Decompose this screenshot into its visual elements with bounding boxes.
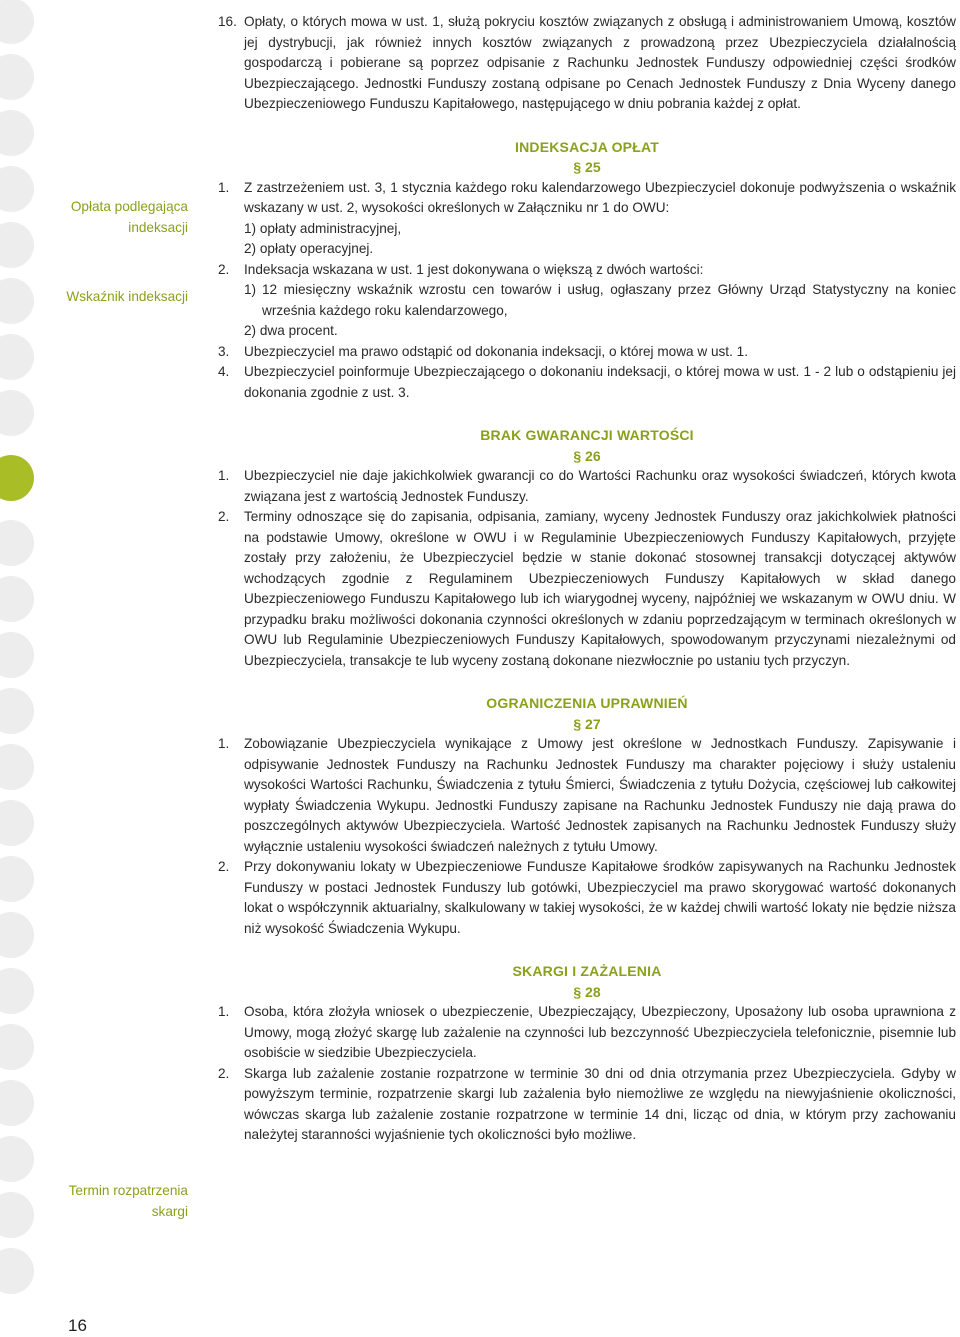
- list-item: [218, 507, 956, 671]
- sub-item: 2) dwa procent.: [244, 323, 338, 338]
- item-text: Przy dokonywaniu lokaty w Ubezpieczeniowe Fundusze Kapitałowe środków zapisywanych na Rachunku Jednostek Funduszy w postaci Jednostek Funduszy lub gotówki, Ubezpieczyciel ma prawo skorygować wartość dokonanych lokat o współczynnik aktuarialny, skalkulowany w takiej wysokości, że w każdej chwili wartość lokaty nie będzie niższa niż wysokość Świadczenia Wykupu.: [244, 859, 956, 936]
- item-number: 1.: [218, 1004, 230, 1019]
- item-text: Opłaty, o których mowa w ust. 1, służą pokryciu kosztów związanych z obsługą i administrowaniem Umową, kosztów jej dystrybucji, jak również innych kosztów związanych z prowadzoną przez Ubezpieczyciela działalnością gospodarczą i pobierane są poprzez odpisanie z Rachunku Jednostek Funduszy odpowiedniej części środków Ubezpieczającego. Jednostki Funduszy zostaną odpisane po Cenach Jednostek Funduszy z Dnia Wyceny danego Ubezpieczeniowego Funduszu Kapitałowego, następującego w dniu pobrania każdej z opłat.: [244, 14, 956, 111]
- list-item: [218, 1002, 956, 1064]
- decorative-dot-strip: [0, 0, 40, 1336]
- decorative-dot: [0, 576, 34, 622]
- decorative-dot: [0, 222, 34, 268]
- decorative-dot: [0, 1136, 34, 1182]
- sub-item-number: 1): [244, 282, 257, 297]
- decorative-dot: [0, 632, 34, 678]
- list-item: [218, 734, 956, 857]
- item-number: 4.: [218, 364, 230, 379]
- margin-note-line: Wskaźnik indeksacji: [66, 289, 188, 304]
- decorative-dot: [0, 110, 34, 156]
- list-item: [218, 857, 956, 939]
- margin-note-wskaznik: [66, 286, 188, 307]
- sub-item: [218, 280, 956, 321]
- item-number: 16.: [218, 14, 237, 29]
- list-item: [218, 1064, 956, 1146]
- decorative-dot: [0, 856, 34, 902]
- item-text: Skarga lub zażalenie zostanie rozpatrzone w terminie 30 dni od dnia otrzymania przez Ubezpieczyciela. Gdyby w powyższym terminie, rozpatrzenie skargi lub zażalenia było niemożliwe ze względu na niewyjaśnienie okoliczności, wówczas skarga lub zażalenie zostanie rozpatrzone w terminie 14 dni, licząc od dnia, w którym przy zachowaniu należytej staranności wyjaśnienie tych okoliczności było możliwe.: [244, 1065, 956, 1142]
- item-text: Indeksacja wskazana w ust. 1 jest dokonywana o większą z dwóch wartości:: [244, 261, 704, 277]
- sub-item: 2) opłaty operacyjnej.: [244, 241, 374, 256]
- item-text: Ubezpieczyciel poinformuje Ubezpieczającego o dokonaniu indeksacji, o której mowa w ust. 1 - 2 lub o odstąpieniu jej dokonania zgodnie z ust. 3.: [244, 364, 956, 400]
- section-heading: OGRANICZENIA UPRAWNIEŃ: [486, 695, 688, 711]
- item-text: Ubezpieczyciel nie daje jakichkolwiek gwarancji co do Wartości Rachunku oraz wysokości świadczeń, których kwota związana jest z wartością Jednostek Funduszy.: [244, 468, 956, 504]
- list-item: [218, 466, 956, 507]
- item-text: Terminy odnoszące się do zapisania, odpisania, zamiany, wyceny Jednostek Funduszy oraz jakichkolwiek płatności na podstawie Umowy, określone w OWU i w Regulaminie Ubezpieczeniowych Funduszy Kapitałowych, przyjęte zostały przy założeniu, że Ubezpieczyciel będzie w stanie dokonać stosownej transakcji dotyczącej aktywów wchodzących zgodnie z Regulaminem Ubezpieczeniowych Funduszy Kapitałowych w skład danego Ubezpieczeniowego Funduszu Kapitałowego lub ich wiarygodnej wyceny, najpóźniej we wskazanym w OWU dniu. W przypadku braku możliwości dokonania czynności określonych w zdaniu poprzedzającym w terminach określonych w OWU lub Regulaminie Ubezpieczeniowych Funduszy Kapitałowych, spowodowanym przyczynami niezależnymi od Ubezpieczyciela, transakcje te lub wyceny zostaną dokonane niezwłocznie po ustaniu tych przyczyn.: [244, 509, 956, 668]
- list-item: [218, 362, 956, 403]
- document-body: [218, 12, 956, 1146]
- decorative-dot: [0, 912, 34, 958]
- decorative-dot: [0, 334, 34, 380]
- page-number: 16: [68, 1316, 87, 1335]
- decorative-dot: [0, 1024, 34, 1070]
- list-item: [218, 342, 956, 363]
- item-number: 2.: [218, 261, 230, 277]
- decorative-dot: [0, 1248, 34, 1294]
- section-heading: SKARGI I ZAŻALENIA: [512, 963, 662, 979]
- item-number: 2.: [218, 1065, 230, 1081]
- margin-note-termin: [69, 1180, 188, 1222]
- item-number: 2.: [218, 859, 230, 874]
- item-text: Ubezpieczyciel ma prawo odstąpić od dokonania indeksacji, o której mowa w ust. 1.: [244, 343, 748, 359]
- item-text: Z zastrzeżeniem ust. 3, 1 stycznia każdego roku kalendarzowego Ubezpieczyciel dokonuje podwyższenia o wskaźnik wskazany w ust. 2, wysokości określonych w Załączniku nr 1 do OWU:: [244, 179, 956, 215]
- item-number: 2.: [218, 509, 230, 524]
- decorative-dot-accent: [0, 455, 34, 501]
- margin-note-oplata: [71, 196, 188, 238]
- decorative-dot: [0, 166, 34, 212]
- margin-note-line: skargi: [151, 1204, 188, 1219]
- item-number: 1.: [218, 179, 230, 195]
- section-heading: BRAK GWARANCJI WARTOŚCI: [480, 427, 694, 443]
- item-number: 1.: [218, 468, 230, 483]
- decorative-dot: [0, 1192, 34, 1238]
- decorative-dot: [0, 1080, 34, 1126]
- paragraph-number: § 25: [573, 159, 601, 175]
- list-item: [218, 178, 956, 219]
- margin-note-line: Opłata podlegająca: [70, 199, 188, 214]
- decorative-dot: [0, 688, 34, 734]
- item-number: 1.: [218, 736, 230, 751]
- paragraph-number: § 27: [573, 715, 601, 732]
- decorative-dot: [0, 390, 34, 436]
- decorative-dot: [0, 968, 34, 1014]
- margin-note-line: Termin rozpatrzenia: [68, 1183, 188, 1198]
- sub-item-text: 12 miesięczny wskaźnik wzrostu cen towarów i usług, ogłaszany przez Główny Urząd Statystyczny na koniec września każdego roku kalendarzowego,: [262, 282, 956, 318]
- list-item: [218, 260, 956, 281]
- intro-item: [218, 12, 956, 115]
- section-heading: INDEKSACJA OPŁAT: [515, 138, 659, 155]
- decorative-dot: [0, 520, 34, 566]
- decorative-dot: [0, 0, 34, 44]
- paragraph-number: § 28: [573, 983, 601, 1000]
- decorative-dot: [0, 744, 34, 790]
- item-text: Osoba, która złożyła wniosek o ubezpieczenie, Ubezpieczający, Ubezpieczony, Uposażony lub osoba uprawniona z Umowy, mogą złożyć skargę lub zażalenie na czynności lub bezczynność Ubezpieczyciela telefonicznie, pisemnie lub osobiście w siedzibie Ubezpieczyciela.: [244, 1004, 956, 1060]
- sub-item: 1) opłaty administracyjnej,: [244, 220, 402, 236]
- item-number: 3.: [218, 343, 230, 359]
- decorative-dot: [0, 278, 34, 324]
- margin-note-line: indeksacji: [128, 220, 188, 235]
- paragraph-number: § 26: [573, 447, 601, 464]
- decorative-dot: [0, 54, 34, 100]
- decorative-dot: [0, 800, 34, 846]
- item-text: Zobowiązanie Ubezpieczyciela wynikające z Umowy jest określone w Jednostkach Funduszy. Zapisywanie i odpisywanie Jednostek Funduszy na Rachunku Jednostek Funduszy ma charakter pojęciowy i służy ustaleniu wysokości Wartości Rachunku, Świadczenia z tytułu Śmierci, Świadczenia z tytułu Dożycia, częściowej lub całkowitej wypłaty Świadczenia Wykupu. Jednostki Funduszy zapisane na Rachunku Jednostek Funduszy nie dają prawa do poszczególnych aktywów Ubezpieczyciela. Wartość Jednostek zapisanych na Rachunku Jednostek Funduszy służy wyłącznie ustaleniu wysokości świadczeń należnych z tytułu Umowy.: [244, 736, 956, 854]
